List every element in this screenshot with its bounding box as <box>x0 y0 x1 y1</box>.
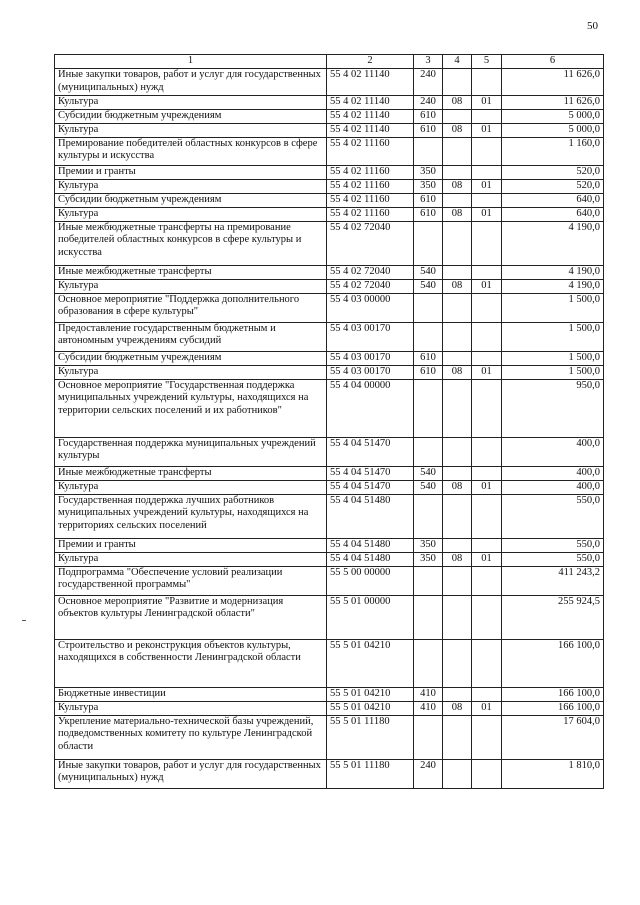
row-amount-cell: 520,0 <box>502 165 604 179</box>
column-header: 6 <box>502 55 604 69</box>
row-expense-type-cell <box>414 137 443 165</box>
row-amount-cell: 5 000,0 <box>502 123 604 137</box>
row-subsection-cell <box>472 715 502 759</box>
row-section-cell <box>443 566 472 595</box>
table-header-row <box>55 55 604 69</box>
row-section-cell <box>443 69 472 96</box>
row-expense-type-cell: 350 <box>414 165 443 179</box>
row-section-cell <box>443 351 472 365</box>
row-section-cell <box>443 437 472 466</box>
row-amount-cell: 1 160,0 <box>502 137 604 165</box>
row-name-cell: Культура <box>55 123 327 137</box>
table-row <box>55 494 604 538</box>
table-row <box>55 123 604 137</box>
row-name-cell: Строительство и реконструкция объектов культуры, находящихся в собственности Ленинградской области <box>55 639 327 687</box>
row-subsection-cell <box>472 437 502 466</box>
row-name-cell: Основное мероприятие "Государственная поддержка муниципальных учреждений культуры, находящихся на территории сельских поселений и их работников" <box>55 379 327 437</box>
row-amount-cell: 4 190,0 <box>502 279 604 293</box>
row-code-cell: 55 5 00 00000 <box>327 566 414 595</box>
row-code-cell: 55 4 02 11160 <box>327 179 414 193</box>
row-subsection-cell <box>472 293 502 322</box>
table-row <box>55 221 604 265</box>
row-expense-type-cell: 240 <box>414 759 443 788</box>
row-section-cell <box>443 466 472 480</box>
row-section-cell <box>443 715 472 759</box>
row-name-cell: Субсидии бюджетным учреждениям <box>55 109 327 123</box>
row-name-cell: Культура <box>55 207 327 221</box>
row-code-cell: 55 5 01 04210 <box>327 701 414 715</box>
row-subsection-cell: 01 <box>472 179 502 193</box>
row-name-cell: Культура <box>55 480 327 494</box>
row-expense-type-cell: 610 <box>414 207 443 221</box>
row-name-cell: Основное мероприятие "Развитие и модернизация объектов культуры Ленинградской области" <box>55 595 327 639</box>
table-row <box>55 466 604 480</box>
row-code-cell: 55 4 03 00170 <box>327 322 414 351</box>
row-amount-cell: 400,0 <box>502 466 604 480</box>
table-row <box>55 207 604 221</box>
row-name-cell: Культура <box>55 95 327 109</box>
row-subsection-cell <box>472 639 502 687</box>
row-name-cell: Премии и гранты <box>55 165 327 179</box>
row-section-cell <box>443 322 472 351</box>
row-name-cell: Укрепление материально-технической базы учреждений, подведомственных комитету по культуре Ленинградской области <box>55 715 327 759</box>
row-name-cell: Подпрограмма "Обеспечение условий реализации государственной программы" <box>55 566 327 595</box>
row-subsection-cell <box>472 759 502 788</box>
row-subsection-cell <box>472 137 502 165</box>
row-section-cell <box>443 265 472 279</box>
table-row <box>55 552 604 566</box>
row-subsection-cell: 01 <box>472 123 502 137</box>
table-row <box>55 480 604 494</box>
row-expense-type-cell <box>414 715 443 759</box>
table-row <box>55 365 604 379</box>
row-subsection-cell: 01 <box>472 480 502 494</box>
table-row <box>55 639 604 687</box>
row-code-cell: 55 5 01 00000 <box>327 595 414 639</box>
row-expense-type-cell: 350 <box>414 179 443 193</box>
row-amount-cell: 11 626,0 <box>502 69 604 96</box>
page-number: 50 <box>587 20 598 32</box>
row-code-cell: 55 4 02 72040 <box>327 221 414 265</box>
table-row <box>55 109 604 123</box>
row-subsection-cell: 01 <box>472 365 502 379</box>
table-row <box>55 379 604 437</box>
row-subsection-cell <box>472 595 502 639</box>
row-code-cell: 55 4 02 11140 <box>327 123 414 137</box>
row-expense-type-cell: 240 <box>414 69 443 96</box>
row-amount-cell: 1 500,0 <box>502 351 604 365</box>
row-expense-type-cell: 610 <box>414 365 443 379</box>
row-code-cell: 55 5 01 04210 <box>327 687 414 701</box>
row-subsection-cell <box>472 165 502 179</box>
row-expense-type-cell: 540 <box>414 265 443 279</box>
row-name-cell: Государственная поддержка муниципальных учреждений культуры <box>55 437 327 466</box>
row-expense-type-cell <box>414 322 443 351</box>
row-name-cell: Бюджетные инвестиции <box>55 687 327 701</box>
row-subsection-cell <box>472 538 502 552</box>
row-name-cell: Субсидии бюджетным учреждениям <box>55 351 327 365</box>
row-name-cell: Предоставление государственным бюджетным и автономным учреждениям субсидий <box>55 322 327 351</box>
column-header: 2 <box>327 55 414 69</box>
table-row <box>55 179 604 193</box>
row-amount-cell: 1 500,0 <box>502 365 604 379</box>
row-code-cell: 55 5 01 04210 <box>327 639 414 687</box>
row-code-cell: 55 4 02 11160 <box>327 137 414 165</box>
column-header: 1 <box>55 55 327 69</box>
row-amount-cell: 166 100,0 <box>502 639 604 687</box>
row-code-cell: 55 4 03 00170 <box>327 365 414 379</box>
row-subsection-cell <box>472 221 502 265</box>
row-code-cell: 55 4 03 00170 <box>327 351 414 365</box>
row-subsection-cell: 01 <box>472 701 502 715</box>
row-amount-cell: 411 243,2 <box>502 566 604 595</box>
row-name-cell: Культура <box>55 701 327 715</box>
row-section-cell: 08 <box>443 279 472 293</box>
row-expense-type-cell: 540 <box>414 466 443 480</box>
row-expense-type-cell: 540 <box>414 480 443 494</box>
row-subsection-cell <box>472 351 502 365</box>
row-expense-type-cell <box>414 437 443 466</box>
row-subsection-cell <box>472 466 502 480</box>
row-expense-type-cell: 610 <box>414 123 443 137</box>
row-expense-type-cell: 610 <box>414 193 443 207</box>
table-row <box>55 265 604 279</box>
row-amount-cell: 4 190,0 <box>502 265 604 279</box>
row-section-cell: 08 <box>443 701 472 715</box>
row-code-cell: 55 4 02 72040 <box>327 279 414 293</box>
row-section-cell <box>443 687 472 701</box>
row-section-cell <box>443 595 472 639</box>
row-section-cell: 08 <box>443 480 472 494</box>
row-amount-cell: 400,0 <box>502 437 604 466</box>
row-name-cell: Иные межбюджетные трансферты <box>55 466 327 480</box>
row-amount-cell: 166 100,0 <box>502 687 604 701</box>
row-expense-type-cell <box>414 595 443 639</box>
row-name-cell: Государственная поддержка лучших работников муниципальных учреждений культуры, находящихся на территориях сельских поселений <box>55 494 327 538</box>
row-section-cell: 08 <box>443 123 472 137</box>
row-amount-cell: 950,0 <box>502 379 604 437</box>
row-section-cell: 08 <box>443 95 472 109</box>
table-row <box>55 95 604 109</box>
table-row <box>55 538 604 552</box>
row-code-cell: 55 4 02 11160 <box>327 207 414 221</box>
row-code-cell: 55 4 02 11140 <box>327 95 414 109</box>
row-code-cell: 55 4 04 51480 <box>327 494 414 538</box>
row-code-cell: 55 4 03 00000 <box>327 293 414 322</box>
row-code-cell: 55 4 04 51470 <box>327 437 414 466</box>
row-subsection-cell <box>472 265 502 279</box>
row-code-cell: 55 4 02 11140 <box>327 109 414 123</box>
row-expense-type-cell <box>414 494 443 538</box>
table-row <box>55 351 604 365</box>
row-code-cell: 55 5 01 11180 <box>327 759 414 788</box>
row-name-cell: Культура <box>55 552 327 566</box>
row-amount-cell: 17 604,0 <box>502 715 604 759</box>
table-row <box>55 193 604 207</box>
row-subsection-cell <box>472 322 502 351</box>
row-subsection-cell <box>472 494 502 538</box>
row-subsection-cell: 01 <box>472 207 502 221</box>
row-expense-type-cell: 350 <box>414 538 443 552</box>
row-section-cell <box>443 193 472 207</box>
row-section-cell <box>443 221 472 265</box>
row-name-cell: Иные закупки товаров, работ и услуг для государственных (муниципальных) нужд <box>55 69 327 96</box>
row-amount-cell: 640,0 <box>502 207 604 221</box>
row-amount-cell: 1 810,0 <box>502 759 604 788</box>
row-amount-cell: 1 500,0 <box>502 322 604 351</box>
table-row <box>55 715 604 759</box>
row-code-cell: 55 4 02 11160 <box>327 193 414 207</box>
row-amount-cell: 400,0 <box>502 480 604 494</box>
table-row <box>55 279 604 293</box>
row-name-cell: Культура <box>55 279 327 293</box>
row-section-cell <box>443 137 472 165</box>
column-header: 4 <box>443 55 472 69</box>
row-code-cell: 55 4 04 51470 <box>327 480 414 494</box>
table-row <box>55 595 604 639</box>
row-section-cell <box>443 538 472 552</box>
row-subsection-cell <box>472 69 502 96</box>
row-amount-cell: 520,0 <box>502 179 604 193</box>
table-row <box>55 137 604 165</box>
row-subsection-cell: 01 <box>472 95 502 109</box>
row-code-cell: 55 4 04 51480 <box>327 552 414 566</box>
row-expense-type-cell <box>414 566 443 595</box>
column-header: 3 <box>414 55 443 69</box>
table-row <box>55 437 604 466</box>
row-section-cell: 08 <box>443 552 472 566</box>
row-subsection-cell <box>472 379 502 437</box>
row-name-cell: Премирование победителей областных конкурсов в сфере культуры и искусства <box>55 137 327 165</box>
row-name-cell: Культура <box>55 365 327 379</box>
table-row <box>55 322 604 351</box>
table-row <box>55 759 604 788</box>
row-section-cell: 08 <box>443 179 472 193</box>
row-name-cell: Иные закупки товаров, работ и услуг для государственных (муниципальных) нужд <box>55 759 327 788</box>
row-name-cell: Основное мероприятие "Поддержка дополнительного образования в сфере культуры" <box>55 293 327 322</box>
row-expense-type-cell: 240 <box>414 95 443 109</box>
row-amount-cell: 11 626,0 <box>502 95 604 109</box>
column-header: 5 <box>472 55 502 69</box>
row-name-cell: Иные межбюджетные трансферты <box>55 265 327 279</box>
row-code-cell: 55 4 04 51480 <box>327 538 414 552</box>
row-section-cell: 08 <box>443 207 472 221</box>
row-expense-type-cell: 410 <box>414 687 443 701</box>
margin-mark <box>22 620 26 621</box>
row-subsection-cell: 01 <box>472 279 502 293</box>
row-expense-type-cell <box>414 639 443 687</box>
row-code-cell: 55 4 02 11160 <box>327 165 414 179</box>
row-name-cell: Культура <box>55 179 327 193</box>
row-amount-cell: 550,0 <box>502 494 604 538</box>
row-expense-type-cell: 540 <box>414 279 443 293</box>
row-expense-type-cell: 610 <box>414 109 443 123</box>
row-section-cell <box>443 639 472 687</box>
row-subsection-cell <box>472 566 502 595</box>
row-name-cell: Субсидии бюджетным учреждениям <box>55 193 327 207</box>
row-section-cell: 08 <box>443 365 472 379</box>
row-amount-cell: 166 100,0 <box>502 701 604 715</box>
budget-table <box>54 54 604 789</box>
table-row <box>55 165 604 179</box>
row-section-cell <box>443 293 472 322</box>
row-expense-type-cell: 350 <box>414 552 443 566</box>
row-subsection-cell <box>472 687 502 701</box>
row-amount-cell: 255 924,5 <box>502 595 604 639</box>
row-name-cell: Премии и гранты <box>55 538 327 552</box>
row-section-cell <box>443 494 472 538</box>
row-expense-type-cell: 610 <box>414 351 443 365</box>
row-section-cell <box>443 379 472 437</box>
row-amount-cell: 550,0 <box>502 552 604 566</box>
row-section-cell <box>443 165 472 179</box>
row-expense-type-cell <box>414 379 443 437</box>
table-row <box>55 566 604 595</box>
row-section-cell <box>443 109 472 123</box>
row-code-cell: 55 4 04 00000 <box>327 379 414 437</box>
table-body <box>55 69 604 789</box>
table-row <box>55 293 604 322</box>
row-code-cell: 55 5 01 11180 <box>327 715 414 759</box>
table-row <box>55 701 604 715</box>
row-code-cell: 55 4 04 51470 <box>327 466 414 480</box>
row-section-cell <box>443 759 472 788</box>
row-amount-cell: 5 000,0 <box>502 109 604 123</box>
row-code-cell: 55 4 02 72040 <box>327 265 414 279</box>
table-row <box>55 69 604 96</box>
row-amount-cell: 640,0 <box>502 193 604 207</box>
row-amount-cell: 1 500,0 <box>502 293 604 322</box>
row-amount-cell: 550,0 <box>502 538 604 552</box>
row-expense-type-cell <box>414 221 443 265</box>
row-subsection-cell: 01 <box>472 552 502 566</box>
row-subsection-cell <box>472 193 502 207</box>
row-code-cell: 55 4 02 11140 <box>327 69 414 96</box>
row-expense-type-cell <box>414 293 443 322</box>
row-subsection-cell <box>472 109 502 123</box>
row-name-cell: Иные межбюджетные трансферты на премирование победителей областных конкурсов в сфере культуры и искусства <box>55 221 327 265</box>
table-row <box>55 687 604 701</box>
row-amount-cell: 4 190,0 <box>502 221 604 265</box>
row-expense-type-cell: 410 <box>414 701 443 715</box>
